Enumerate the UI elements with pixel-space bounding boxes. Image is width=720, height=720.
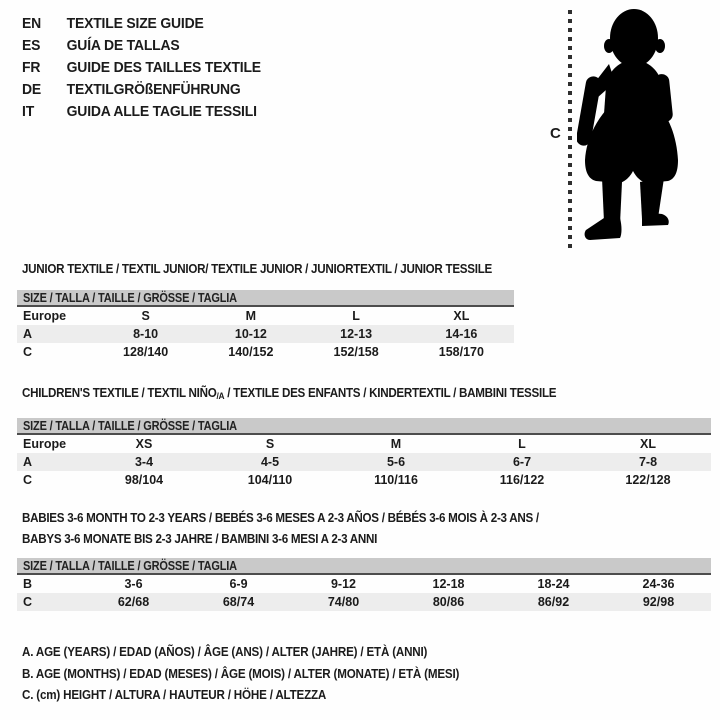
- language-code: IT: [22, 103, 35, 120]
- size-header-text: SIZE / TALLA / TAILLE / GRÖSSE / TAGLIA: [23, 291, 237, 305]
- table-cell: 4-5: [260, 455, 280, 469]
- table-cell: 128/140: [123, 345, 169, 359]
- table-cell: 14-16: [445, 327, 478, 341]
- language-row: [22, 57, 261, 79]
- table-cell: 3-4: [134, 455, 154, 469]
- row-label: C: [23, 595, 33, 609]
- table-cell: M: [390, 437, 402, 451]
- size-header-text: SIZE / TALLA / TAILLE / GRÖSSE / TAGLIA: [23, 559, 237, 573]
- language-title: GUIDE DES TAILLES TEXTILE: [66, 59, 261, 76]
- language-title: TEXTILE SIZE GUIDE: [66, 15, 204, 32]
- babies-title-line2: BABYS 3-6 MONATE BIS 2-3 JAHRE / BAMBINI 3-6 MESI A 2-3 ANNI: [22, 531, 378, 546]
- table-row-age: [17, 325, 514, 343]
- children-section-title: [22, 386, 556, 404]
- title-part: CHILDREN'S TEXTILE / TEXTIL NIÑO: [22, 386, 217, 400]
- language-title: TEXTILGRÖßENFÜHRUNG: [66, 81, 241, 98]
- babies-title-line1: BABIES 3-6 MONTH TO 2-3 YEARS / BEBÉS 3-6 MESES A 2-3 AÑOS / BÉBÉS 3-6 MOIS À 2-3 ANS /: [22, 511, 539, 525]
- table-cell: XL: [453, 309, 470, 323]
- table-cell: L: [352, 309, 360, 323]
- table-cell: 6-7: [512, 455, 532, 469]
- language-title-list: [22, 13, 261, 123]
- row-label: A: [23, 327, 33, 341]
- table-row-europe: [17, 435, 711, 453]
- table-cell: S: [265, 437, 275, 451]
- height-measure-label: C: [550, 125, 561, 142]
- table-cell: 158/170: [438, 345, 484, 359]
- table-cell: 140/152: [228, 345, 274, 359]
- table-cell: 18-24: [537, 577, 570, 591]
- table-cell: 98/104: [124, 473, 164, 487]
- table-cell: 116/122: [499, 473, 545, 487]
- table-cell: 12-18: [432, 577, 465, 591]
- language-title: GUIDA ALLE TAGLIE TESSILI: [66, 103, 257, 120]
- children-size-header-bar: [17, 418, 711, 435]
- table-cell: 7-8: [638, 455, 658, 469]
- language-code: FR: [22, 59, 41, 76]
- table-cell: 80/86: [432, 595, 465, 609]
- footnote-b: B. AGE (MONTHS) / EDAD (MESES) / ÂGE (MOIS) / ALTER (MONATE) / ETÀ (MESI): [22, 666, 460, 681]
- table-row-height: [17, 593, 711, 611]
- table-cell: 110/116: [374, 473, 418, 487]
- table-cell: M: [245, 309, 257, 323]
- language-code: DE: [22, 81, 42, 98]
- table-cell: 9-12: [330, 577, 357, 591]
- row-label: Europe: [23, 437, 67, 451]
- language-row: [22, 79, 261, 101]
- babies-size-table: [17, 575, 711, 611]
- table-cell: 86/92: [537, 595, 570, 609]
- footnotes: [22, 642, 459, 707]
- table-cell: 92/98: [642, 595, 675, 609]
- babies-size-header-bar: [17, 558, 711, 575]
- row-label: A: [23, 455, 33, 469]
- table-cell: 62/68: [117, 595, 150, 609]
- table-row-height: [17, 343, 514, 361]
- table-cell: 122/128: [625, 473, 671, 487]
- toddler-silhouette-figure: [577, 6, 687, 250]
- row-label: Europe: [23, 309, 67, 323]
- table-cell: 3-6: [124, 577, 143, 591]
- junior-section-title: JUNIOR TEXTILE / TEXTIL JUNIOR/ TEXTILE JUNIOR / JUNIORTEXTIL / JUNIOR TESSILE: [22, 262, 492, 276]
- table-row-age-months: [17, 575, 711, 593]
- table-cell: 6-9: [229, 577, 248, 591]
- table-cell: 152/158: [333, 345, 379, 359]
- title-subscript: /A: [216, 391, 225, 401]
- table-row-height: [17, 471, 711, 489]
- table-row-age: [17, 453, 711, 471]
- table-cell: 5-6: [386, 455, 406, 469]
- table-cell: L: [518, 437, 526, 451]
- language-row: [22, 101, 261, 123]
- size-header-text: SIZE / TALLA / TAILLE / GRÖSSE / TAGLIA: [23, 419, 237, 433]
- junior-size-table: [17, 307, 514, 361]
- height-measure-dotted-line: [568, 10, 572, 248]
- row-label: C: [23, 345, 33, 359]
- babies-section-title: [22, 508, 539, 549]
- table-cell: 74/80: [327, 595, 360, 609]
- row-label: B: [23, 577, 33, 591]
- footnote-a: A. AGE (YEARS) / EDAD (AÑOS) / ÂGE (ANS) / ALTER (JAHRE) / ETÀ (ANNI): [22, 645, 428, 659]
- table-cell: XS: [135, 437, 153, 451]
- language-code: EN: [22, 15, 42, 32]
- language-row: [22, 35, 261, 57]
- language-code: ES: [22, 37, 41, 54]
- language-row: [22, 13, 261, 35]
- junior-size-header-bar: [17, 290, 514, 307]
- footnote-c: C. (cm) HEIGHT / ALTURA / HAUTEUR / HÖHE / ALTEZZA: [22, 688, 327, 703]
- table-cell: 104/110: [247, 473, 293, 487]
- children-size-table: [17, 435, 711, 489]
- table-row-europe: [17, 307, 514, 325]
- table-cell: S: [141, 309, 150, 323]
- row-label: C: [23, 473, 33, 487]
- table-cell: 10-12: [234, 327, 267, 341]
- table-cell: XL: [640, 437, 656, 451]
- table-cell: 12-13: [340, 327, 373, 341]
- title-part: / TEXTILE DES ENFANTS / KINDERTEXTIL / BAMBINI TESSILE: [224, 386, 557, 400]
- table-cell: 8-10: [133, 327, 159, 341]
- language-title: GUÍA DE TALLAS: [66, 37, 180, 54]
- table-cell: 24-36: [642, 577, 675, 591]
- table-cell: 68/74: [222, 595, 255, 609]
